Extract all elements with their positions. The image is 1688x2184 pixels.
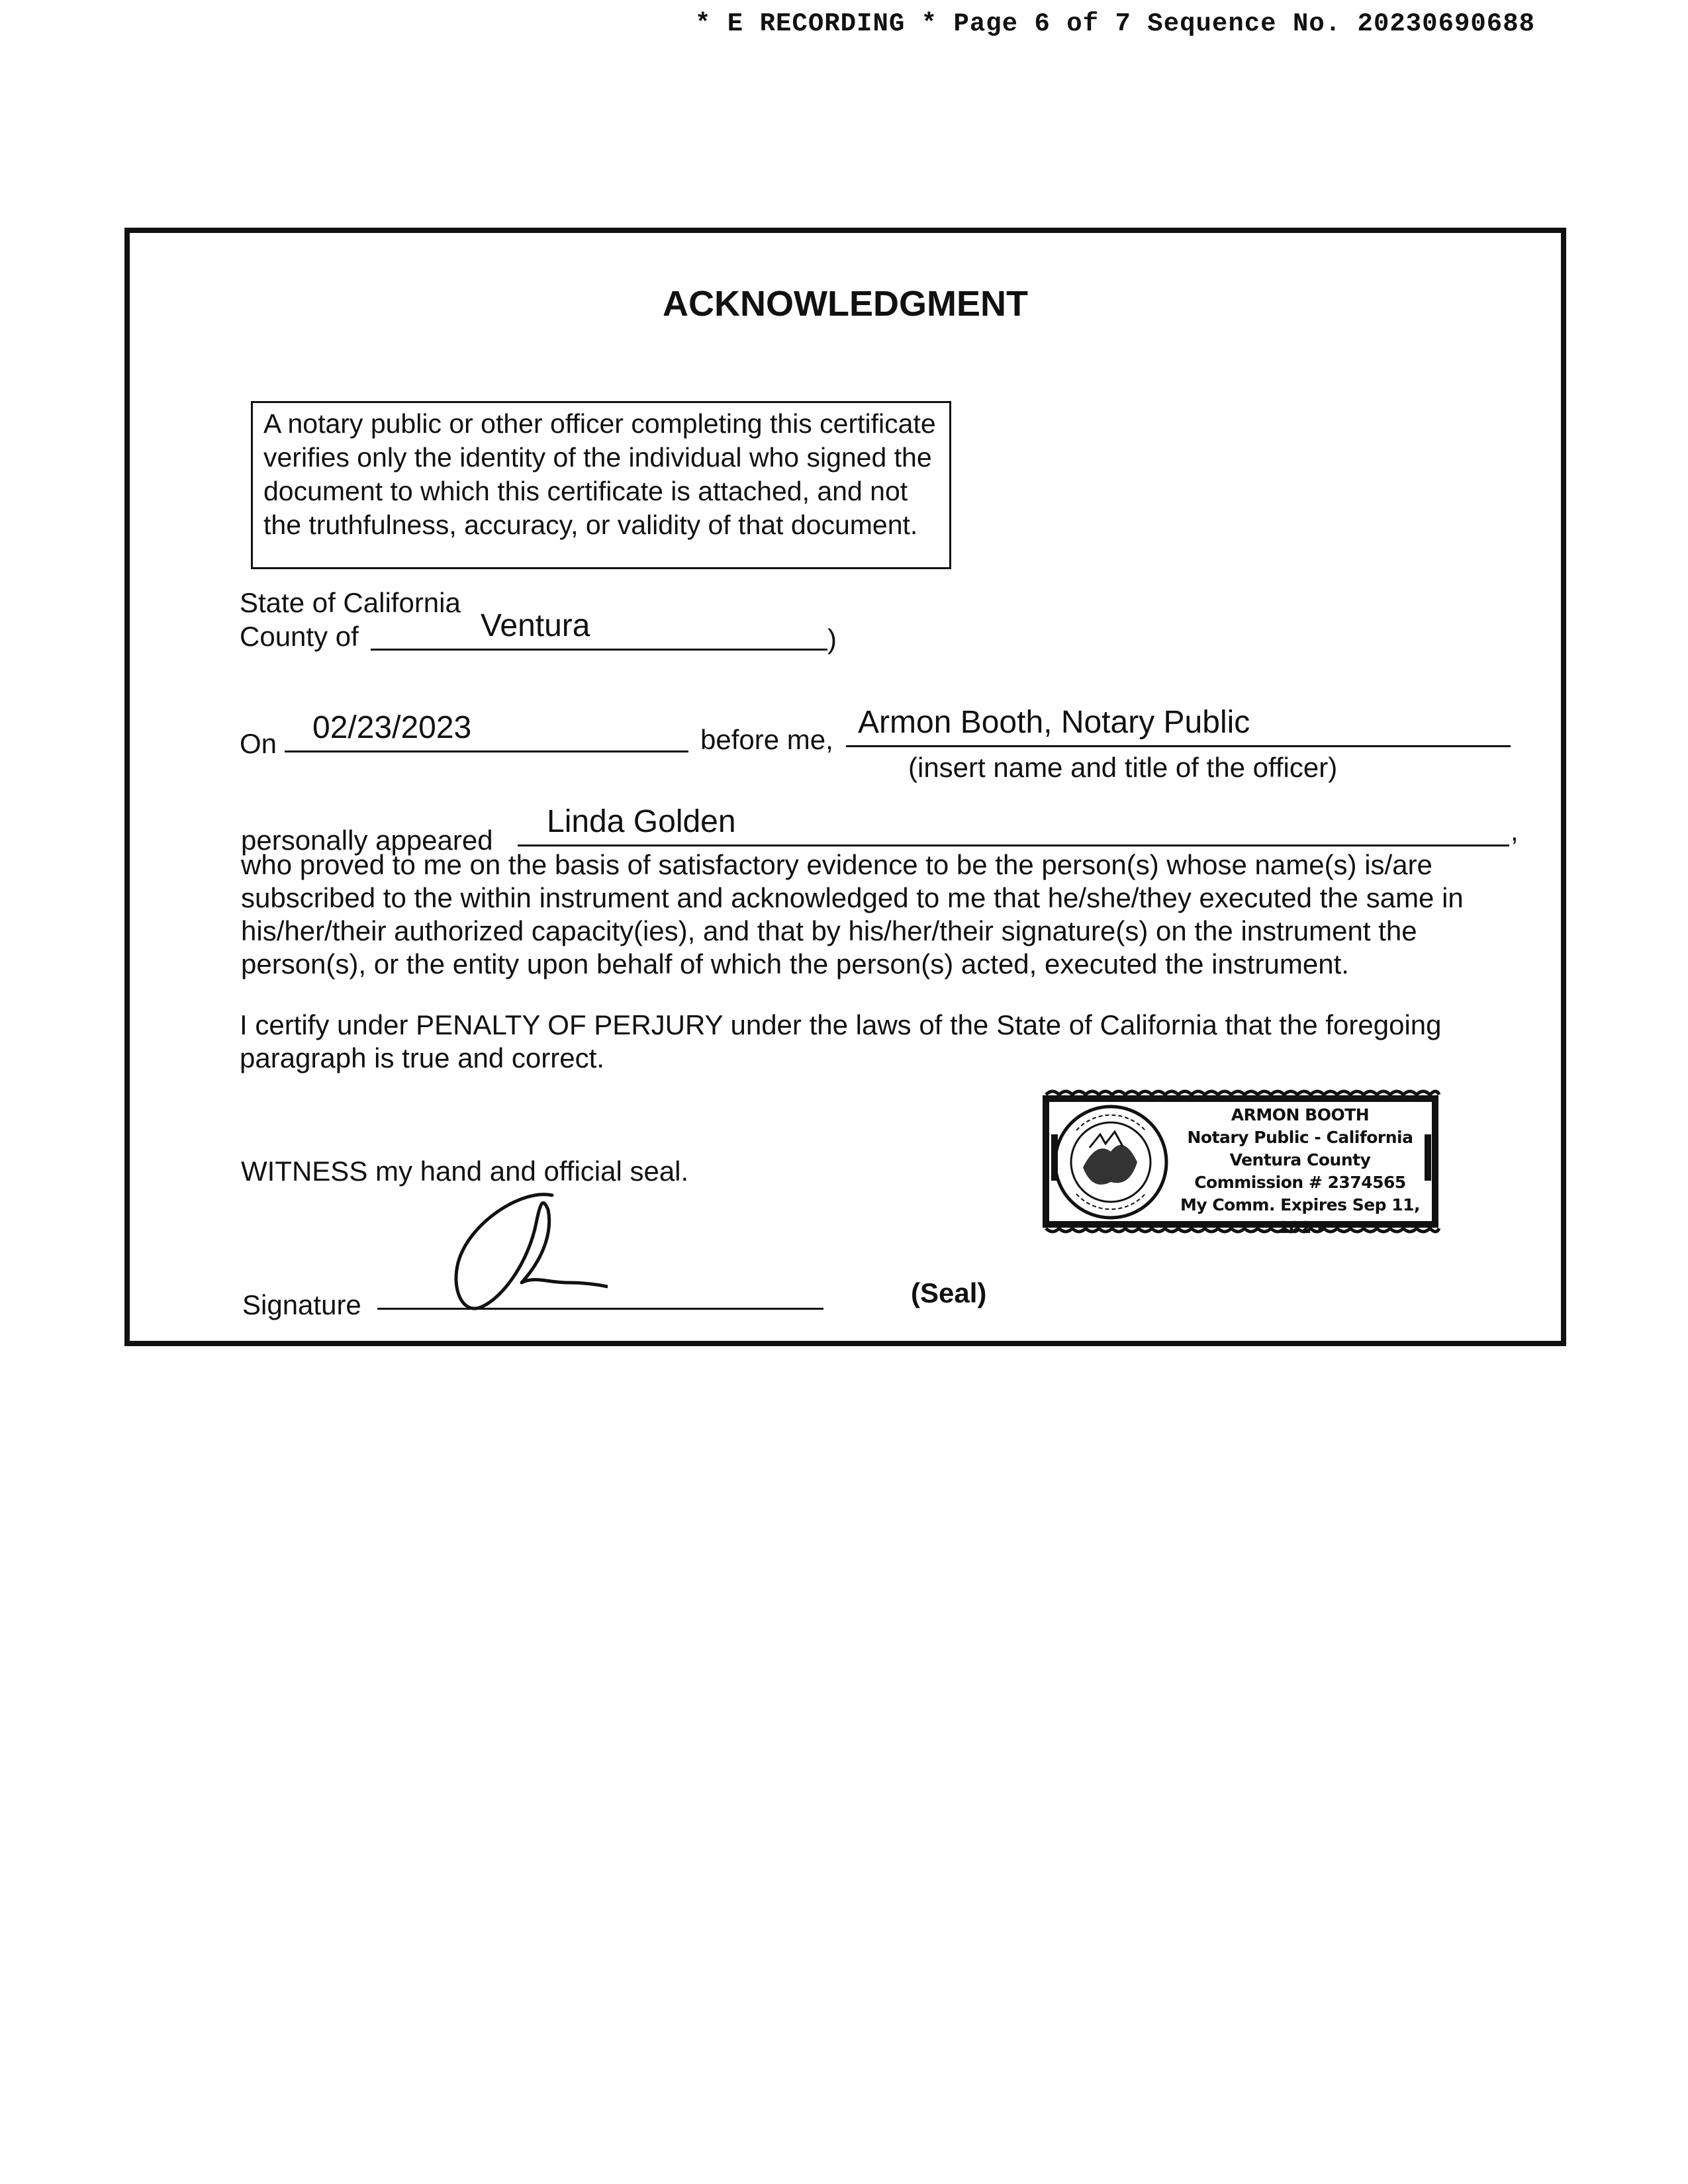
stamp-commission: Commission # 2374565 bbox=[1194, 1173, 1406, 1192]
officer-caption: (insert name and title of the officer) bbox=[908, 752, 1338, 783]
stamp-expiration: My Comm. Expires Sep 11, 2025 bbox=[1180, 1195, 1421, 1237]
signature-label: Signature bbox=[242, 1289, 361, 1320]
notary-notice-box bbox=[251, 401, 951, 569]
state-label: State of California bbox=[240, 587, 461, 618]
stamp-title: Notary Public - California bbox=[1187, 1128, 1413, 1147]
acknowledgment-form bbox=[124, 228, 1566, 1346]
proof-paragraph: who proved to me on the basis of satisfactory evidence to be the person(s) whose name(s) is/are subscribed to the within instrument and acknowledged to me that he/she/they executed the same in his/her/their authorized capacity(ies), and that by his/her/their signature(s) on the instrument the person(s), or the entity upon behalf of which the person(s) acted, executed the instrument. bbox=[241, 849, 1464, 979]
witness-statement: WITNESS my hand and official seal. bbox=[241, 1156, 689, 1187]
stamp-name: ARMON BOOTH bbox=[1231, 1105, 1370, 1124]
stamp-text-block bbox=[1169, 1104, 1431, 1239]
date-line bbox=[285, 751, 688, 752]
appeared-comma: , bbox=[1511, 815, 1519, 846]
seal-label: (Seal) bbox=[911, 1277, 987, 1308]
county-line bbox=[371, 649, 827, 651]
notary-notice-text: A notary public or other officer completing this certificate verifies only the identity of the individual who signed the document to which this certificate is attached, and not the truthfulness, accuracy, or validity of that document. bbox=[263, 408, 936, 540]
appeared-line bbox=[518, 844, 1509, 846]
date-value: 02/23/2023 bbox=[312, 710, 472, 745]
county-label: County of bbox=[240, 621, 359, 652]
recording-header: * E RECORDING * Page 6 of 7 Sequence No. 20230690688 bbox=[695, 9, 1535, 38]
stamp-county: Ventura County bbox=[1229, 1150, 1371, 1169]
appeared-value: Linda Golden bbox=[547, 804, 736, 839]
officer-line bbox=[846, 745, 1511, 747]
perjury-paragraph: I certify under PENALTY OF PERJURY under the laws of the State of California that the foregoing paragraph is true and correct. bbox=[240, 1009, 1442, 1073]
before-me-label: before me, bbox=[700, 724, 833, 755]
appeared-label: personally appeared bbox=[241, 825, 493, 856]
form-title: ACKNOWLEDGMENT bbox=[663, 284, 1028, 324]
on-label: On bbox=[240, 728, 277, 759]
county-value: Ventura bbox=[481, 608, 590, 643]
handwritten-signature bbox=[422, 1183, 608, 1316]
notary-stamp bbox=[1037, 1088, 1444, 1235]
officer-value: Armon Booth, Notary Public bbox=[858, 705, 1250, 740]
county-paren: ) bbox=[827, 623, 837, 655]
